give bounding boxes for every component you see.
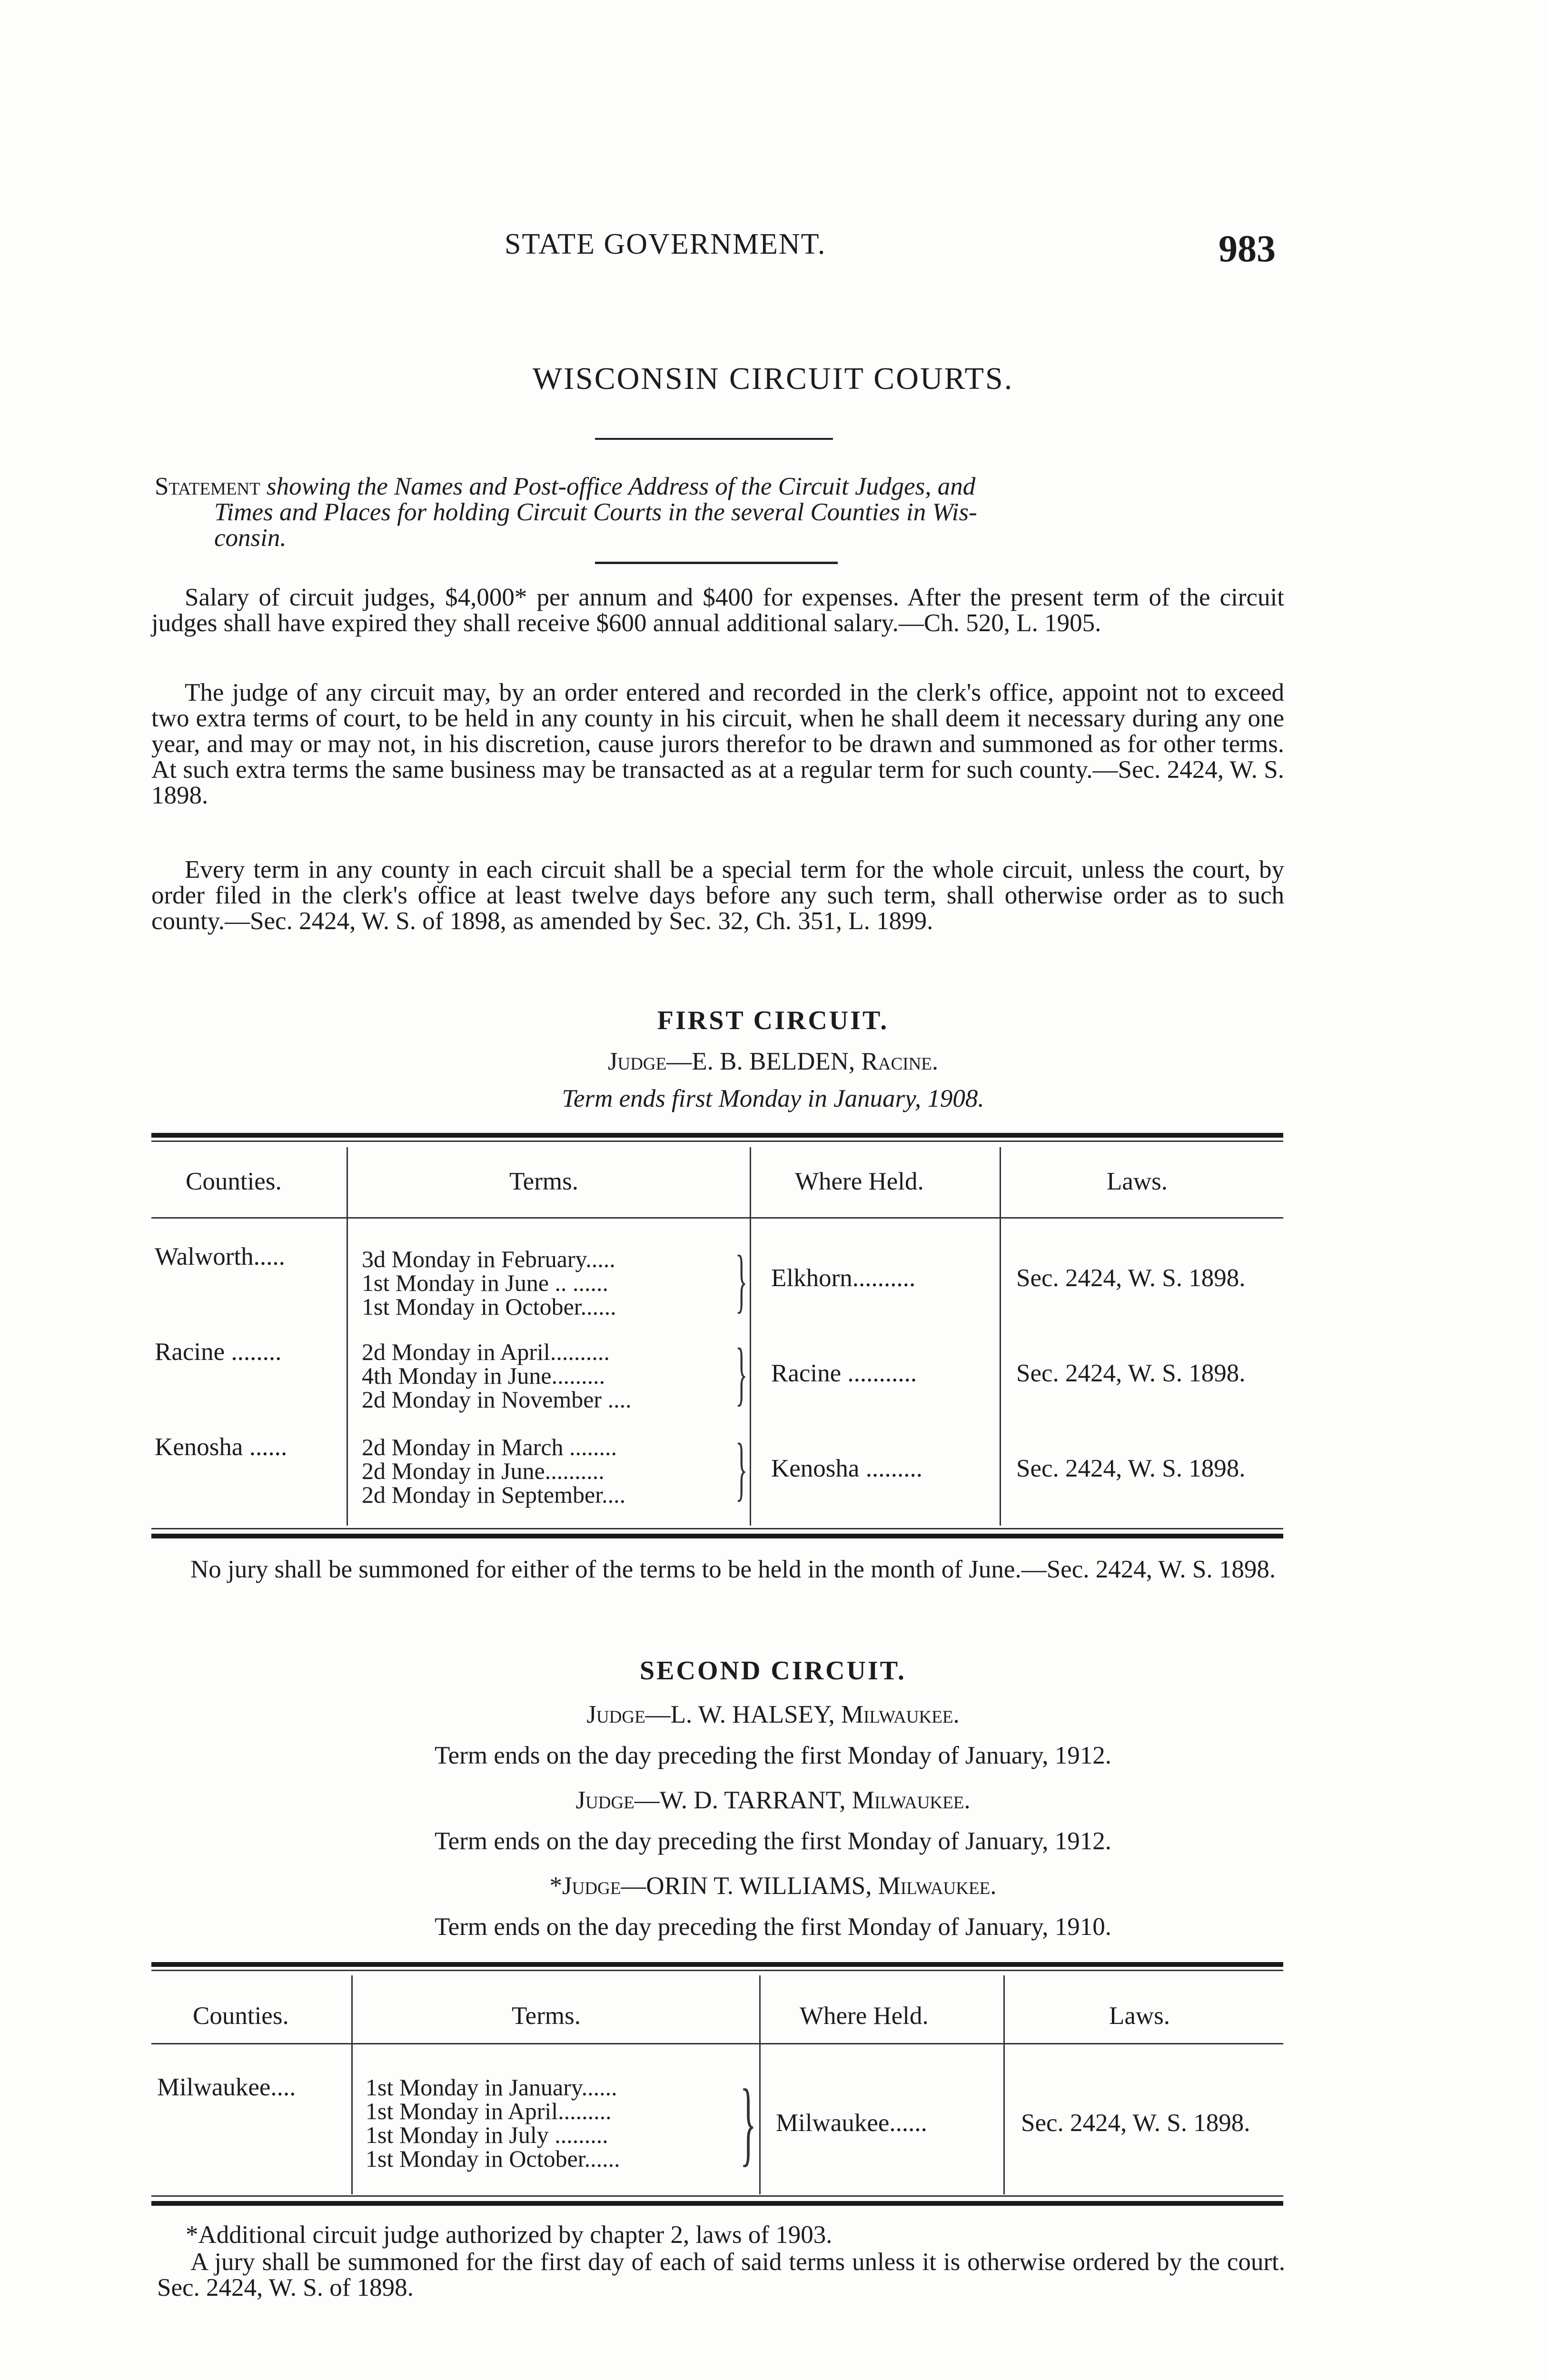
t2-header-laws: Laws.: [1109, 2002, 1170, 2030]
statement-cont1: Times and Places for holding Circuit Courts in the several Counties in Wis-: [214, 498, 977, 526]
t1-row-2-term-1: 2d Monday in April..........: [362, 1339, 610, 1365]
special-term-paragraph: [151, 857, 1284, 934]
t1-row-3-laws: Sec. 2424, W. S. 1898.: [1016, 1455, 1246, 1482]
t1-row-3-term-2: 2d Monday in June..........: [362, 1458, 605, 1484]
statement: [155, 474, 1283, 551]
t1-header-rule: [151, 1217, 1283, 1219]
first-circuit-note: [157, 1557, 1285, 1582]
table2-top-rule-thin: [151, 1970, 1283, 1971]
t2-row-term-2: 1st Monday in April.........: [366, 2098, 612, 2124]
t2-header-terms: Terms.: [512, 2002, 581, 2030]
table2-top-rule: [151, 1962, 1283, 1967]
t1-header-laws: Laws.: [1107, 1168, 1168, 1195]
t2-row-county: Milwaukee....: [157, 2073, 296, 2101]
page-number: 983: [1219, 228, 1276, 270]
t2-row-term-3: 1st Monday in July .........: [366, 2122, 608, 2148]
t1-row-2-where: Racine ...........: [771, 1359, 917, 1387]
t1-row-1-county: Walworth.....: [155, 1243, 285, 1270]
t1-header-where: Where Held.: [795, 1168, 924, 1195]
judge-halsey: Judge—L. W. HALSEY, Milwaukee.: [586, 1701, 960, 1728]
second-circuit-note-text: A jury shall be summoned for the first day of each of said terms unless it is otherwise ordered by the court. Sec. 2424, W. S. of 1898.: [157, 2248, 1285, 2301]
t1-col-line-1: [347, 1147, 348, 1526]
t1-row-3-county: Kenosha ......: [155, 1433, 287, 1461]
statement-rule: [595, 562, 838, 564]
t2-header-where: Where Held.: [800, 2002, 929, 2030]
t2-row-brace: }: [740, 2070, 756, 2175]
judge-williams: *Judge—ORIN T. WILLIAMS, Milwaukee.: [549, 1872, 997, 1900]
t1-row-1-laws: Sec. 2424, W. S. 1898.: [1016, 1264, 1246, 1292]
t1-row-2-laws: Sec. 2424, W. S. 1898.: [1016, 1359, 1246, 1387]
special-term-text: Every term in any county in each circuit shall be a special term for the whole circuit, unless the court, by order filed in the clerk's office at least twelve days before any such term, shall otherwise order as to such county.—Sec. 2424, W. S. of 1898, as amended by Sec. 32, Ch. 351, L. 1899.: [151, 856, 1284, 935]
t1-row-3-where: Kenosha .........: [771, 1455, 922, 1482]
t1-row-2-brace: }: [735, 1334, 748, 1413]
first-circuit-title: FIRST CIRCUIT.: [657, 1006, 889, 1035]
second-circuit-note: [157, 2249, 1285, 2301]
judge-tarrant: Judge—W. D. TARRANT, Milwaukee.: [575, 1786, 971, 1814]
t2-row-term-1: 1st Monday in January......: [366, 2074, 617, 2101]
judge-williams-term: Term ends on the day preceding the first Monday of January, 1910.: [435, 1913, 1111, 1941]
t2-row-where: Milwaukee......: [776, 2109, 927, 2137]
first-circuit-term-ends: Term ends first Monday in January, 1908.: [562, 1085, 984, 1112]
salary-paragraph: [151, 585, 1284, 636]
t1-row-1-brace: }: [735, 1241, 748, 1320]
t1-row-2-term-3: 2d Monday in November ....: [362, 1386, 632, 1413]
second-circuit-title: SECOND CIRCUIT.: [640, 1656, 906, 1686]
t1-row-1-term-3: 1st Monday in October......: [362, 1293, 616, 1320]
statement-cont2: consin.: [214, 524, 287, 552]
t1-header-terms: Terms.: [509, 1168, 578, 1195]
t1-row-2-term-2: 4th Monday in June.........: [362, 1362, 605, 1389]
statement-text: showing the Names and Post-office Address of the Circuit Judges, and: [267, 473, 976, 500]
t2-col-line-2: [759, 1975, 761, 2194]
t1-row-1-where: Elkhorn..........: [771, 1264, 916, 1292]
judge-tarrant-term: Term ends on the day preceding the first Monday of January, 1912.: [435, 1827, 1111, 1855]
t1-row-1-term-2: 1st Monday in June .. ......: [362, 1269, 609, 1296]
page-title: WISCONSIN CIRCUIT COURTS.: [532, 361, 1014, 396]
t1-col-line-2: [750, 1147, 751, 1526]
table1-bottom-rule: [151, 1534, 1283, 1538]
t1-row-2-county: Racine ........: [155, 1338, 282, 1366]
extra-terms-text: The judge of any circuit may, by an order entered and recorded in the clerk's office, appoint not to exceed two extra terms of court, to be held in any county in his circuit, when he shall deem it necessary during any one year, and may or may not, in his discretion, cause jurors therefor to be drawn and summoned as for other terms. At such extra terms the same business may be transacted as at a regular term for such county.—Sec. 2424, W. S. 1898.: [151, 679, 1284, 809]
t2-col-line-1: [351, 1975, 353, 2194]
t1-col-line-3: [1000, 1147, 1001, 1526]
t1-row-3-term-1: 2d Monday in March ........: [362, 1434, 617, 1460]
first-circuit-judge: Judge—E. B. BELDEN, Racine.: [607, 1048, 939, 1075]
judge-halsey-term: Term ends on the day preceding the first Monday of January, 1912.: [435, 1742, 1111, 1769]
t1-row-1-term-1: 3d Monday in February.....: [362, 1246, 615, 1272]
t2-row-laws: Sec. 2424, W. S. 1898.: [1021, 2109, 1250, 2137]
table2-bottom-rule: [151, 2201, 1283, 2206]
statement-lead: Statement: [155, 473, 260, 500]
table1-top-rule-thin: [151, 1140, 1283, 1142]
table1-bottom-rule-thin: [151, 1528, 1283, 1529]
t1-header-counties: Counties.: [186, 1168, 282, 1195]
t2-header-rule: [151, 2043, 1283, 2044]
first-circuit-note-text: No jury shall be summoned for either of the terms to be held in the month of June.—Sec. 2424, W. S. 1898.: [190, 1556, 1276, 1583]
table2-bottom-rule-thin: [151, 2195, 1283, 2197]
extra-terms-paragraph: [151, 680, 1284, 808]
t2-col-line-3: [1003, 1975, 1005, 2194]
t1-row-3-brace: }: [735, 1429, 748, 1508]
t2-row-term-4: 1st Monday in October......: [366, 2145, 620, 2172]
salary-text: Salary of circuit judges, $4,000* per annum and $400 for expenses. After the present term of the circuit judges shall have expired they shall receive $600 annual additional salary.—Ch. 520, L. 1905.: [151, 584, 1284, 637]
running-head: STATE GOVERNMENT.: [505, 228, 826, 260]
table1-top-rule: [151, 1133, 1283, 1138]
t1-row-3-term-3: 2d Monday in September....: [362, 1481, 626, 1508]
footnote: *Additional circuit judge authorized by chapter 2, laws of 1903.: [186, 2221, 832, 2249]
t2-header-counties: Counties.: [193, 2002, 289, 2030]
title-rule: [595, 438, 833, 440]
